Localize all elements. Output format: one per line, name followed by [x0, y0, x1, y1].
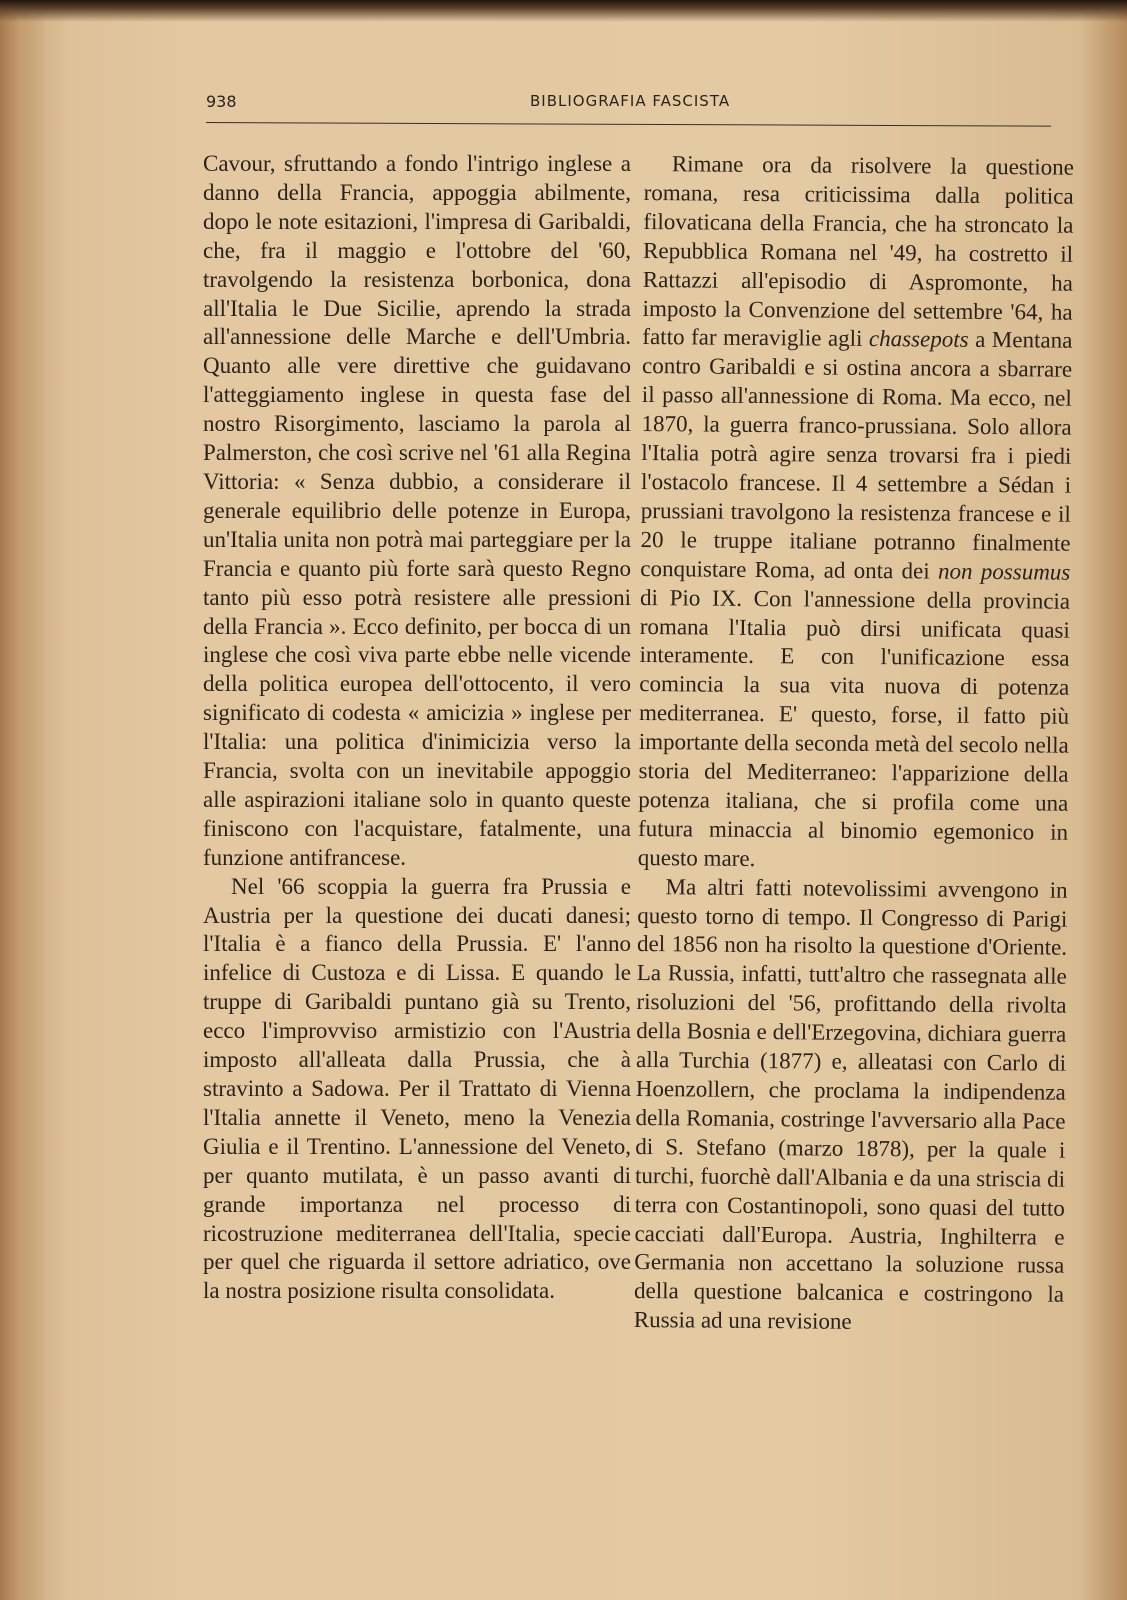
- page-header: [206, 92, 1051, 128]
- text-run: Rimane ora da risolvere la questione romana, resa criticissima dalla politica filovaticana della Francia, che ha stroncato la Repubblica Romana nel '49, ha costretto il Rattazzi all'episodio di Aspromonte, ha imposto la Convenzione del settembre '64, ha fatto far meraviglie agli: [642, 151, 1074, 352]
- running-title: BIBLIOGRAFIA FASCISTA: [530, 92, 731, 110]
- paragraph: Cavour, sfruttando a fondo l'intrigo inglese a danno della Francia, appoggia abilmente, dopo le note esitazioni, l'impresa di Garibaldi, che, fra il maggio e l'ottobre del '60, travolgendo la resistenza borbonica, dona all'Italia le Due Sicilie, aprendo la strada all'annessione delle Marche e dell'Umbria. Quanto alle vere direttive che guidavano l'atteggiamento inglese in questa fase del nostro Risorgimento, lasciamo la parola al Palmerston, che così scrive nel '61 alla Regina Vittoria: « Senza dubbio, a considerare il generale equilibrio delle potenze in Europa, un'Italia unita non potrà mai parteggiare per la Francia e quanto più forte sarà questo Regno tanto più esso potrà resistere alle pressioni della Francia ». Ecco definito, per bocca di un inglese che così viva parte ebbe nelle vicende della politica europea dell'ottocento, il vero significato di codesta « amicizia » inglese per l'Italia: una politica d'inimicizia verso la Francia, svolta con un inevitabile appoggio alle aspirazioni italiane solo in quanto queste finiscono con l'acquistare, fatalmente, una funzione antifrancese.: [203, 151, 631, 870]
- page-top-shadow: [0, 0, 1127, 22]
- italic-term-chassepots: chassepots: [868, 326, 969, 353]
- text-run: di Pio IX. Con l'annessione della provincia romana l'Italia può dirsi unificata quasi interamente. E con l'unificazione essa comincia la sua vita nuova di potenza mediterranea. E' questo, forse, il fatto più importante della seconda metà del secolo nella storia del Mediterraneo: l'apparizione della potenza italiana, che si profila come una futura minaccia al binomio egemonico in questo mare.: [637, 584, 1071, 871]
- italic-term-non-possumus: non possumus: [937, 558, 1071, 585]
- paragraph: Nel '66 scoppia la guerra fra Prussia e Austria per la questione dei ducati danesi; l'Italia è a fianco della Prussia. E' l'anno infelice di Custoza e di Lissa. E quando le truppe di Garibaldi puntano già su Trento, ecco l'improvviso armistizio con l'Austria imposto all'alleata dalla Prussia, che à stravinto a Sadowa. Per il Trattato di Vienna l'Italia annette il Veneto, meno la Venezia Giulia e il Trentino. L'annessione del Veneto, per quanto mutilata, è un passo avanti di grande importanza nel processo di ricostruzione mediterranea dell'Italia, specie per quel che riguarda il settore adriatico, ove la nostra posizione risulta consolidata.: [203, 873, 631, 1304]
- paragraph: [638, 150, 1074, 876]
- left-column: [203, 150, 631, 1306]
- paragraph: Ma altri fatti notevolissimi avvengono in questo torno di tempo. Il Congresso di Parigi del 1856 non ha risolto la questione d'Oriente. La Russia, infatti, tutt'altro che rassegnata alle risoluzioni del '56, profittando della rivolta della Bosnia e dell'Erzegovina, dichiara guerra alla Turchia (1877) e, alleatasi con Carlo di Hoenzollern, che proclama la indipendenza della Romania, costringe l'avversario alla Pace di S. Stefano (marzo 1878), per la quale i turchi, fuorchè dall'Albania e da una striscia di terra con Costantinopoli, sono quasi del tutto cacciati dall'Europa. Austria, Inghilterra e Germania non accettano la soluzione russa della questione balcanica e costringono la Russia ad una revisione: [633, 873, 1068, 1335]
- right-column: [634, 150, 1074, 1339]
- page-number: 938: [206, 92, 237, 111]
- header-rule: [206, 122, 1051, 127]
- page-spine-shadow: [0, 0, 46, 1600]
- text-run: a Mentana contro Garibaldi e si ostina ancora a sbarrare il passo all'annessione di Roma. Ma ecco, nel 1870, la guerra franco-prussiana. Solo allora l'Italia potrà agire senza trovarsi fra i piedi l'ostacolo francese. Il 4 settembre a Sédan i prussiani travolgono la resistenza francese e il 20 le truppe italiane potranno finalmente conquistare Roma, ad onta dei: [640, 327, 1073, 584]
